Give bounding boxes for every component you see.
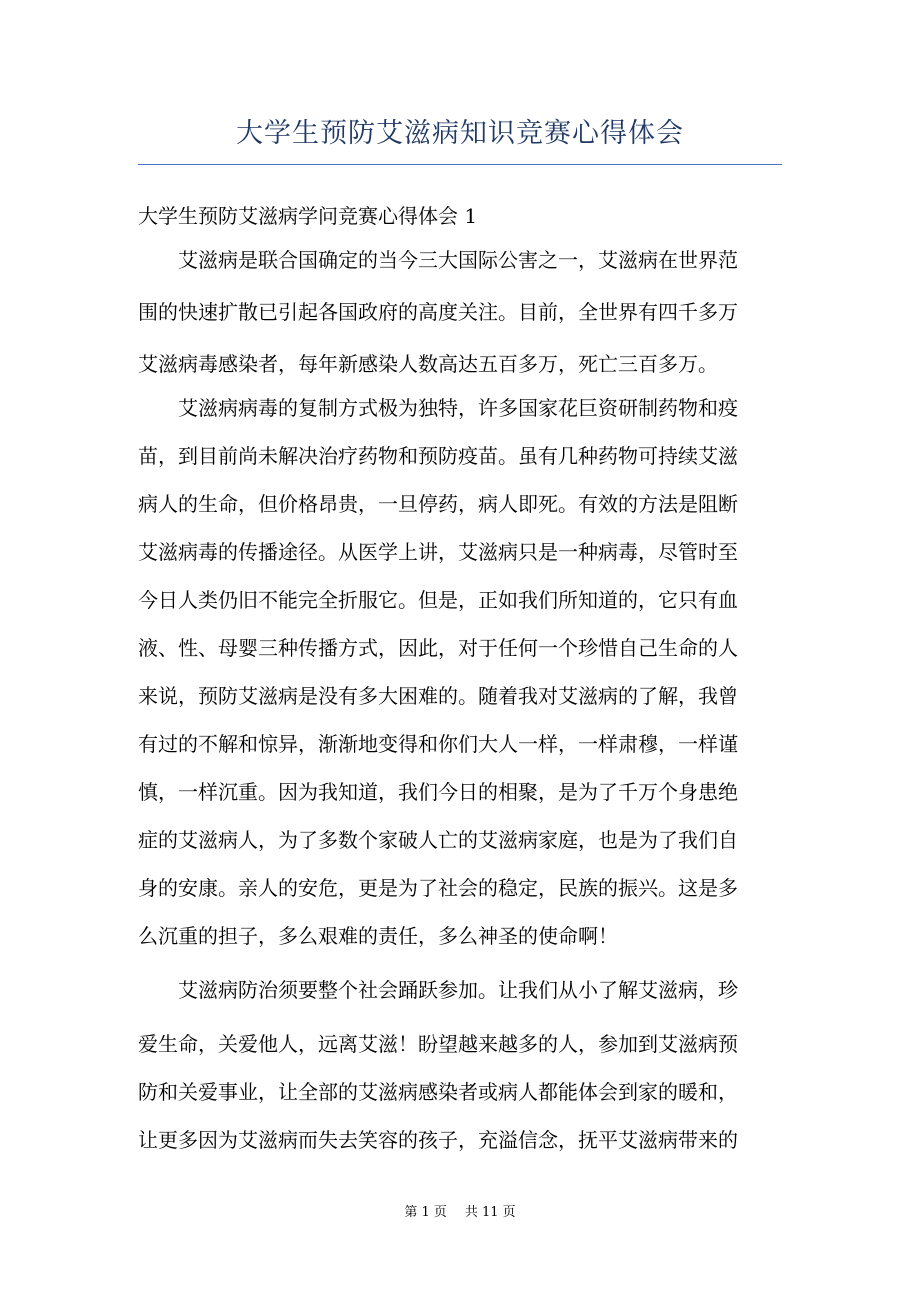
page-number: 第 1 页 xyxy=(404,1205,447,1220)
paragraph-2-line-3: 病人的生命，但价格昂贵，一旦停药，病人即死。有效的方法是阻断 xyxy=(138,492,738,516)
paragraph-3-line-3: 防和关爱事业，让全部的艾滋病感染者或病人都能体会到家的暖和， xyxy=(138,1080,738,1104)
paragraph-2-line-11: 身的安康。亲人的安危，更是为了社会的稳定，民族的振兴。这是多 xyxy=(138,876,738,900)
paragraph-3-line-2: 爱生命，关爱他人，远离艾滋！盼望越来越多的人，参加到艾滋病预 xyxy=(138,1032,738,1056)
paragraph-3-line-4: 让更多因为艾滋病而失去笑容的孩子，充溢信念，抚平艾滋病带来的 xyxy=(138,1128,738,1152)
paragraph-1-line-2: 围的快速扩散已引起各国政府的高度关注。目前，全世界有四千多万 xyxy=(138,300,738,324)
title-underline-rule xyxy=(138,164,782,165)
paragraph-2-line-6: 液、性、母婴三种传播方式，因此，对于任何一个珍惜自己生命的人 xyxy=(138,636,738,660)
paragraph-2-line-10: 症的艾滋病人，为了多数个家破人亡的艾滋病家庭，也是为了我们自 xyxy=(138,828,738,852)
paragraph-3-line-1: 艾滋病防治须要整个社会踊跃参加。让我们从小了解艾滋病，珍 xyxy=(178,978,738,1002)
section-heading: 大学生预防艾滋病学问竞赛心得体会 1 xyxy=(138,204,478,228)
paragraph-2-line-4: 艾滋病毒的传播途径。从医学上讲，艾滋病只是一种病毒，尽管时至 xyxy=(138,540,738,564)
paragraph-2-line-8: 有过的不解和惊异，渐渐地变得和你们大人一样，一样肃穆，一样谨 xyxy=(138,732,738,756)
paragraph-2-line-1: 艾滋病病毒的复制方式极为独特，许多国家花巨资研制药物和疫 xyxy=(178,396,738,420)
paragraph-2-line-12: 么沉重的担子，多么艰难的责任，多么神圣的使命啊！ xyxy=(138,924,618,948)
paragraph-2-line-9: 慎，一样沉重。因为我知道，我们今日的相聚，是为了千万个身患绝 xyxy=(138,780,738,804)
page-total: 共 11 页 xyxy=(464,1205,516,1220)
paragraph-2-line-2: 苗，到目前尚未解决治疗药物和预防疫苗。虽有几种药物可持续艾滋 xyxy=(138,444,738,468)
paragraph-1-line-1: 艾滋病是联合国确定的当今三大国际公害之一，艾滋病在世界范 xyxy=(178,248,738,272)
paragraph-1-line-3: 艾滋病毒感染者，每年新感染人数高达五百多万，死亡三百多万。 xyxy=(138,352,718,376)
paragraph-2-line-7: 来说，预防艾滋病是没有多大困难的。随着我对艾滋病的了解，我曾 xyxy=(138,684,738,708)
page-footer xyxy=(0,1203,920,1223)
document-title: 大学生预防艾滋病知识竞赛心得体会 xyxy=(236,118,684,149)
paragraph-2-line-5: 今日人类仍旧不能完全折服它。但是，正如我们所知道的，它只有血 xyxy=(138,588,738,612)
